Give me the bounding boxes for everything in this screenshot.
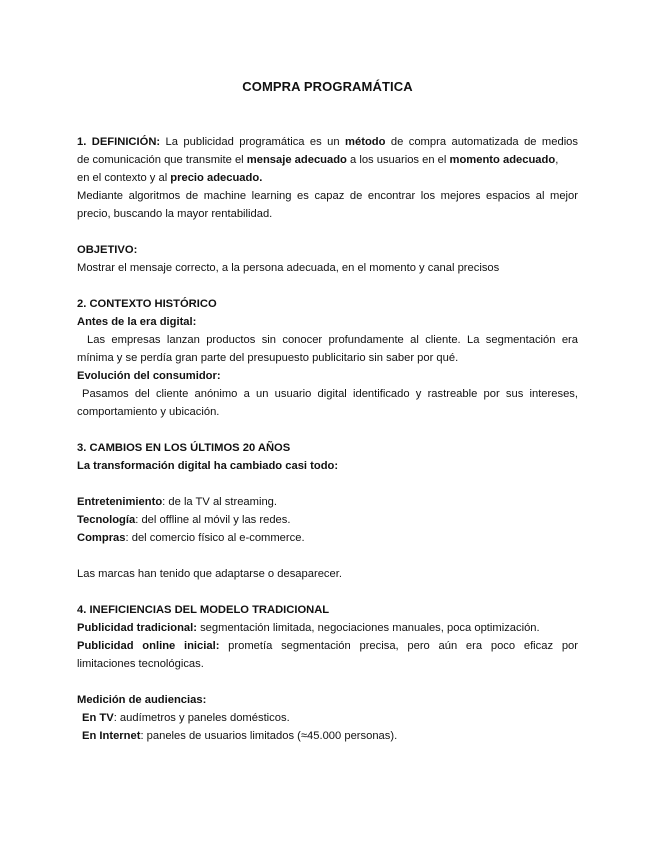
section-2-paragraph-1-line-1: Las empresas lanzan productos sin conocer profundamente al cliente. La segmentación era bbox=[87, 334, 578, 346]
section-2-subheading-2: Evolución del consumidor: bbox=[77, 370, 221, 382]
list-item-value: : del offline al móvil y las redes. bbox=[135, 514, 291, 526]
section-2-heading: 2. CONTEXTO HISTÓRICO bbox=[77, 298, 217, 310]
section-3-heading: 3. CAMBIOS EN LOS ÚLTIMOS 20 AÑOS bbox=[77, 442, 291, 454]
definition-line-5: precio, buscando la mayor rentabilidad. bbox=[77, 208, 273, 220]
document-title: COMPRA PROGRAMÁTICA bbox=[242, 79, 413, 94]
definition-line-2 bbox=[77, 153, 578, 168]
text-run: prometía segmentación precisa, pero aún era poco eficaz por bbox=[219, 640, 578, 652]
text-run: de comunicación que transmite el bbox=[77, 154, 247, 166]
bold-term: Publicidad tradicional: bbox=[77, 622, 197, 634]
definition-line-1 bbox=[77, 135, 578, 150]
section-2-paragraph-2-line-1: Pasamos del cliente anónimo a un usuario digital identificado y rastreable por sus intereses, bbox=[82, 388, 578, 400]
bold-term: momento adecuado bbox=[449, 154, 556, 166]
definition-line-3 bbox=[77, 171, 578, 186]
section-4-line-3: limitaciones tecnológicas. bbox=[77, 658, 204, 670]
text-run: , bbox=[555, 154, 559, 166]
section-3-closing: Las marcas han tenido que adaptarse o desaparecer. bbox=[77, 568, 342, 580]
section-2-subheading-1: Antes de la era digital: bbox=[77, 316, 197, 328]
section-3-subheading: La transformación digital ha cambiado casi todo: bbox=[77, 460, 339, 472]
list-item-key: Tecnología bbox=[77, 514, 136, 526]
section-4-line-2 bbox=[77, 639, 578, 654]
bold-term: mensaje adecuado bbox=[246, 154, 347, 166]
section-2-paragraph-2-line-2: comportamiento y ubicación. bbox=[77, 406, 220, 418]
text-run: : paneles de usuarios limitados (≈45.000 personas). bbox=[140, 730, 398, 742]
measurement-internet bbox=[77, 729, 578, 744]
list-item-key: Compras bbox=[77, 532, 126, 544]
objective-heading: OBJETIVO: bbox=[77, 244, 138, 256]
objective-text: Mostrar el mensaje correcto, a la persona adecuada, en el momento y canal precisos bbox=[77, 262, 500, 274]
bold-term: método bbox=[345, 136, 386, 148]
list-item bbox=[77, 531, 578, 546]
text-run: . bbox=[259, 172, 263, 184]
list-item-value: : de la TV al streaming. bbox=[162, 496, 278, 508]
definition-heading: 1. DEFINICIÓN: bbox=[77, 136, 161, 148]
section-4-subheading: Medición de audiencias: bbox=[77, 694, 207, 706]
measurement-tv bbox=[77, 711, 578, 726]
text-run: : audímetros y paneles domésticos. bbox=[113, 712, 290, 724]
list-item-key: Entretenimiento bbox=[77, 496, 163, 508]
list-item bbox=[77, 495, 578, 510]
section-4-heading: 4. INEFICIENCIAS DEL MODELO TRADICIONAL bbox=[77, 604, 330, 616]
list-item-value: : del comercio físico al e-commerce. bbox=[125, 532, 305, 544]
definition-line-4: Mediante algoritmos de machine learning es capaz de encontrar los mejores espacios al mejor bbox=[77, 190, 578, 202]
bold-term: En Internet bbox=[82, 730, 141, 742]
text-run: a los usuarios en el bbox=[346, 154, 450, 166]
bold-term: En TV bbox=[82, 712, 114, 724]
section-4-line-1 bbox=[77, 621, 578, 636]
text-run: segmentación limitada, negociaciones manuales, poca optimización. bbox=[196, 622, 540, 634]
bold-term: precio adecuado bbox=[170, 172, 260, 184]
text-run: de compra automatizada de medios bbox=[385, 136, 578, 148]
text-run: La publicidad programática es un bbox=[160, 136, 346, 148]
section-2-paragraph-1-line-2: mínima y se perdía gran parte del presupuesto publicitario sin saber por qué. bbox=[77, 352, 459, 364]
list-item bbox=[77, 513, 578, 528]
text-run: en el contexto y al bbox=[77, 172, 171, 184]
bold-term: Publicidad online inicial: bbox=[77, 640, 220, 652]
